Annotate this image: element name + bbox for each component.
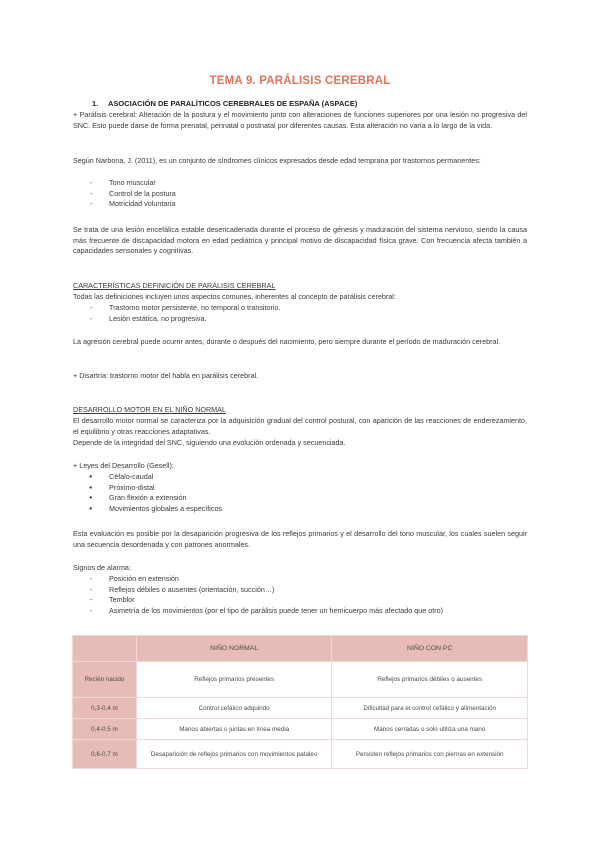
list-item: ● Próximo-distal [73, 483, 527, 494]
paragraph-desarrollo-normal: El desarrollo motor normal se caracteriza por la adquisición gradual del control postural, con aparición de las reacciones de enderezamiento, el equilibrio y otras reacciones adaptativas. [73, 416, 527, 436]
row-label: Recién nacido [73, 662, 137, 698]
table-header-row [73, 636, 528, 662]
list-item: - Control de la postura [73, 189, 527, 200]
section-heading-aspace [92, 99, 357, 108]
list-signos-alarma [73, 574, 527, 616]
list-item: - Posición en extensión [73, 574, 527, 585]
list-item: - Lesión estática, no progresiva. [73, 314, 527, 325]
table-row [73, 698, 528, 719]
section-heading-text: ASOCIACIÓN DE PARALÍTICOS CEREBRALES DE ESPAÑA (ASPACE) [108, 99, 358, 108]
list-item: ● Movimientos globales a específicos [73, 504, 527, 515]
table-header-pc: NIÑO CON PC [332, 636, 528, 662]
cell-normal: Control cefálico adquirido [136, 698, 332, 719]
table-header-blank [73, 636, 137, 662]
row-label: 0,3-0,4 m [73, 698, 137, 719]
section-number: 1. [92, 99, 99, 108]
cell-normal: Desaparición de reflejos primarios con movimientos pataleo [136, 740, 332, 769]
heading-desarrollo-motor: DESARROLLO MOTOR EN EL NIÑO NORMAL [73, 405, 226, 414]
cell-normal: Reflejos primarios presentes [136, 662, 332, 698]
paragraph-paralisis-cerebral: + Parálisis cerebral: Alteración de la postura y el movimiento junto con alteraciones de funciones superiores por una lesión no progresiva del SNC. Esto puede darse de forma prenatal, perinatal o postnatal por diferentes causas. Esta alteración no varía a lo largo de la vida. [73, 110, 527, 130]
cell-pc: Manos cerradas o solo utiliza una mano [332, 719, 528, 740]
list-item: - Temblor [73, 595, 527, 606]
list-item: ● Céfalo-caudal [73, 472, 527, 483]
table-header-normal: NIÑO NORMAL [136, 636, 332, 662]
table-row [73, 740, 528, 769]
paragraph-disartria: + Disartria: trastorno motor del habla en parálisis cerebral. [73, 371, 259, 380]
list-item: - Trastorno motor persistente, no temporal o transitorio. [73, 303, 527, 314]
list-leyes-desarrollo [73, 472, 527, 514]
paragraph-agresion-cerebral: La agresión cerebral puede ocurrir antes, durante o después del nacimiento, pero siempre durante el período de maduración cerebral. [73, 337, 501, 346]
cell-pc: Reflejos primarios débiles o ausentes [332, 662, 528, 698]
row-label: 0,6-0,7 m [73, 740, 137, 769]
list-item: - Motricidad voluntaria [73, 199, 527, 210]
paragraph-evaluacion: Esta evaluación es posible por la desaparición progresiva de los reflejos primarios y el desarrollo del tono muscular, los cuales suelen seguir una secuencia desordenada y con patrones anormales. [73, 529, 527, 549]
list-item: - Tono muscular [73, 178, 527, 189]
table-row [73, 662, 528, 698]
cell-pc: Persisten reflejos primarios con piernas en extensión [332, 740, 528, 769]
paragraph-narbona: Según Narbona, J. (2011), es un conjunto de síndromes clínicos expresados desde edad temprana por trastornos permanentes: [73, 156, 481, 165]
page-title: TEMA 9. PARÁLISIS CEREBRAL [209, 75, 391, 87]
cell-normal: Manos abiertas o juntas en línea media [136, 719, 332, 740]
list-item: - Reflejos débiles o ausentes (orientación, succión…) [73, 585, 527, 596]
heading-caracteristicas: CARACTERÍSTICAS DEFINICIÓN DE PARÁLISIS CEREBRAL [73, 281, 276, 290]
comparison-table [72, 635, 528, 769]
cell-pc: Dificultad para el control cefálico y alimentación [332, 698, 528, 719]
paragraph-signos-alarma: Signos de alarma: [73, 563, 131, 572]
paragraph-leyes-gesell: + Leyes del Desarrollo (Gesell): [73, 461, 174, 470]
list-trastornos [73, 178, 527, 210]
paragraph-definiciones: Todas las definiciones incluyen unos aspectos comunes, inherentes al concepto de parálisis cerebral: [73, 292, 396, 301]
list-item: - Asimetría de los movimientos (por el tipo de parálisis puede tener un hemicuerpo más afectado que otro) [73, 606, 527, 617]
list-aspectos-comunes [73, 303, 527, 324]
paragraph-integridad-snc: Depende de la integridad del SNC, siguiendo una evolución ordenada y secuenciada. [73, 438, 346, 447]
list-item: ● Gran flexión a extensión [73, 493, 527, 504]
table-row [73, 719, 528, 740]
row-label: 0,4-0,5 m [73, 719, 137, 740]
paragraph-lesion-encefalica: Se trata de una lesión encefálica estable desencadenada durante el proceso de génesis y maduración del sistema nervioso, siendo la causa más frecuente de discapacidad motora en edad pediátrica y principal motivo de discapacidad física grave. Con frecuencia afecta también a capacidades sensoriales y cognitivas. [73, 225, 527, 256]
